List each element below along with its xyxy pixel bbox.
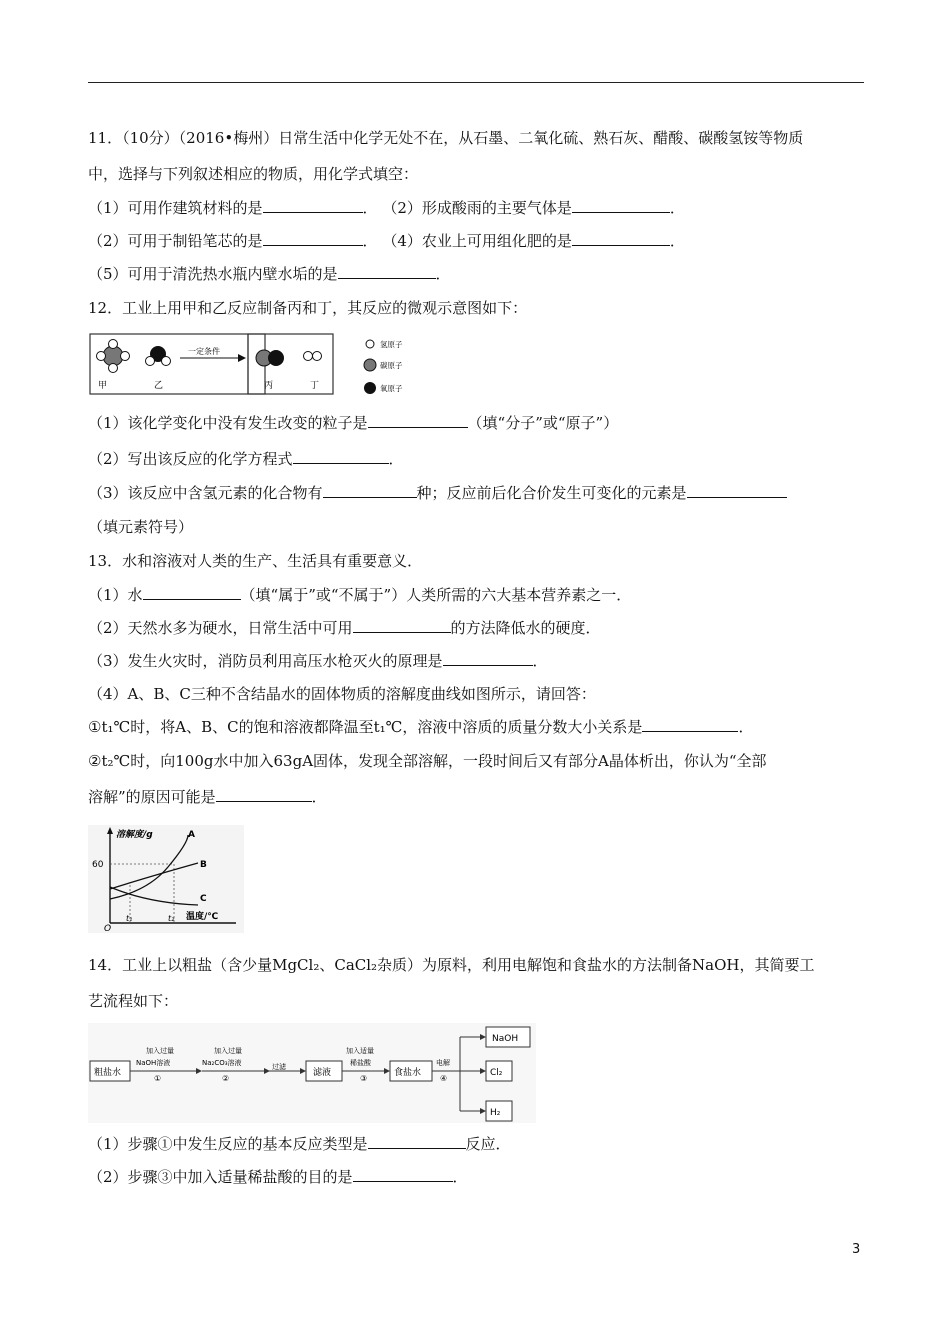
answer-blank[interactable] bbox=[443, 651, 533, 666]
solubility-chart bbox=[88, 825, 244, 933]
origin-label: O bbox=[104, 924, 112, 933]
answer-blank[interactable] bbox=[143, 585, 241, 600]
answer-blank[interactable] bbox=[572, 198, 670, 213]
legend-carbon: 碳原子 bbox=[380, 361, 403, 370]
label-jia: 甲 bbox=[98, 381, 108, 391]
answer-blank[interactable] bbox=[642, 717, 738, 732]
q13-stem: 13．水和溶液对人类的生产、生活具有重要意义． bbox=[88, 552, 423, 570]
curve-a-label: A bbox=[188, 830, 195, 840]
step1-reagent: NaOH溶液 bbox=[136, 1059, 171, 1067]
q13-part2: （2）天然水多为硬水，日常生活中可用 bbox=[88, 619, 353, 637]
q14-part1b: 反应． bbox=[465, 1135, 511, 1153]
answer-blank[interactable] bbox=[687, 483, 787, 498]
q13-part1b: （填“属于”或“不属于”）人类所需的六大基本营养素之一． bbox=[240, 586, 632, 604]
step4-top: 电解 bbox=[436, 1059, 450, 1067]
label-bing: 丙 bbox=[264, 381, 274, 391]
legend-oxygen: 氧原子 bbox=[380, 384, 403, 393]
q12-row4: （填元素符号） bbox=[88, 518, 194, 536]
x-axis-label: 温度/℃ bbox=[186, 912, 219, 922]
q11-stem-line1: 11．（10分）（2016•梅州）日常生活中化学无处不在，从石墨、二氧化硫、熟石灰、醋酸、碳酸氢铵等物质 bbox=[88, 129, 804, 147]
q11-row2 bbox=[88, 231, 685, 251]
answer-blank[interactable] bbox=[353, 618, 451, 633]
q12-part1-hint: （填“分子”或“原子”） bbox=[467, 414, 619, 432]
q13-row4: （4）A、B、C三种不含结晶水的固体物质的溶解度曲线如图所示，请回答： bbox=[88, 685, 596, 703]
curve-c-label: C bbox=[200, 894, 207, 904]
q12-row3 bbox=[88, 483, 787, 503]
legend-hydrogen: 氢原子 bbox=[380, 340, 403, 349]
q11-part2: （2）形成酸雨的主要气体是 bbox=[382, 199, 572, 217]
step1-number: ① bbox=[154, 1074, 162, 1083]
answer-blank[interactable] bbox=[353, 1167, 453, 1182]
y-axis-label: 溶解度/g bbox=[116, 830, 153, 840]
q11-part1: （1）可用作建筑材料的是 bbox=[88, 199, 263, 217]
q13-row1 bbox=[88, 585, 631, 605]
q11-row3 bbox=[88, 264, 451, 284]
q13-sub2b: 溶解”的原因可能是 bbox=[88, 788, 216, 806]
flow-raw: 粗盐水 bbox=[94, 1068, 122, 1078]
tick-t1: t₁ bbox=[126, 914, 133, 923]
q13-row3 bbox=[88, 651, 548, 671]
q13-sub2-cont bbox=[88, 787, 327, 807]
q12-row1 bbox=[88, 413, 618, 433]
q12-part1: （1）该化学变化中没有发生改变的粒子是 bbox=[88, 414, 368, 432]
q13-sub1-text: ①t₁℃时，将A、B、C的饱和溶液都降温至t₁℃，溶液中溶质的质量分数大小关系是 bbox=[88, 718, 643, 736]
q14-row1 bbox=[88, 1134, 511, 1154]
process-flow-diagram bbox=[88, 1023, 536, 1123]
period: ． bbox=[452, 1168, 468, 1186]
period: ． bbox=[388, 450, 404, 468]
carbon-legend-icon bbox=[364, 359, 376, 371]
step3-number: ③ bbox=[360, 1074, 368, 1083]
page-number: 3 bbox=[852, 1242, 861, 1257]
period: ． bbox=[435, 265, 451, 283]
arrow-condition: 一定条件 bbox=[188, 347, 220, 356]
period: ． bbox=[669, 232, 685, 250]
header-rule bbox=[88, 82, 864, 83]
q12-part3b: 种；反应前后化合价发生可变化的元素是 bbox=[416, 484, 687, 502]
answer-blank[interactable] bbox=[216, 787, 312, 802]
q14-stem-line1: 14．工业上以粗盐（含少量MgCl₂、CaCl₂杂质）为原料，利用电解饱和食盐水的方法制备NaOH，其简要工 bbox=[88, 956, 815, 974]
answer-blank[interactable] bbox=[263, 231, 363, 246]
period: ． bbox=[738, 718, 754, 736]
answer-blank[interactable] bbox=[572, 231, 670, 246]
q11-part3: （2）可用于制铅笔芯的是 bbox=[88, 232, 263, 250]
q13-sub2: ②t₂℃时，向100g水中加入63gA固体，发现全部溶解，一段时间后又有部分A晶体析出，你认为“全部 bbox=[88, 752, 767, 770]
q14-stem-line2: 艺流程如下： bbox=[88, 992, 179, 1010]
answer-blank[interactable] bbox=[323, 483, 417, 498]
reaction-diagram bbox=[88, 330, 428, 400]
q12-stem: 12．工业上用甲和乙反应制备丙和丁，其反应的微观示意图如下： bbox=[88, 299, 528, 317]
flow-filtrate: 滤液 bbox=[313, 1068, 332, 1078]
q11-part5: （5）可用于清洗热水瓶内壁水垢的是 bbox=[88, 265, 338, 283]
q14-part1: （1）步骤①中发生反应的基本反应类型是 bbox=[88, 1135, 368, 1153]
answer-blank[interactable] bbox=[263, 198, 363, 213]
q11-row1 bbox=[88, 198, 685, 218]
output-h2: H₂ bbox=[490, 1108, 501, 1118]
step4-number: ④ bbox=[440, 1074, 448, 1083]
q13-row2 bbox=[88, 618, 601, 638]
label-ding: 丁 bbox=[310, 381, 320, 391]
output-cl2: Cl₂ bbox=[490, 1068, 503, 1078]
q14-row2 bbox=[88, 1167, 468, 1187]
step3-top: 加入适量 bbox=[346, 1047, 374, 1055]
period: ． bbox=[362, 232, 378, 250]
q12-row2 bbox=[88, 449, 404, 469]
q13-sub1 bbox=[88, 717, 753, 737]
period: ． bbox=[362, 199, 378, 217]
step2-number: ② bbox=[222, 1074, 230, 1083]
step1-top: 加入过量 bbox=[146, 1047, 174, 1055]
answer-blank[interactable] bbox=[293, 449, 389, 464]
period: ． bbox=[532, 652, 548, 670]
hydrogen-legend-icon bbox=[366, 340, 374, 348]
q11-stem-line2: 中，选择与下列叙述相应的物质，用化学式填空： bbox=[88, 165, 419, 183]
q13-part3: （3）发生火灾时，消防员利用高压水枪灭火的原理是 bbox=[88, 652, 443, 670]
output-naoh: NaOH bbox=[492, 1034, 519, 1044]
curve-b-label: B bbox=[200, 860, 207, 870]
period: ． bbox=[311, 788, 327, 806]
label-yi: 乙 bbox=[154, 381, 164, 391]
answer-blank[interactable] bbox=[338, 264, 436, 279]
step2-reagent: Na₂CO₃溶液 bbox=[202, 1059, 242, 1067]
tick-t2: t₂ bbox=[168, 914, 175, 923]
q12-part2: （2）写出该反应的化学方程式 bbox=[88, 450, 293, 468]
q13-part1: （1）水 bbox=[88, 586, 143, 604]
q11-part4: （4）农业上可用组化肥的是 bbox=[382, 232, 572, 250]
step2-top: 加入过量 bbox=[214, 1047, 242, 1055]
answer-blank[interactable] bbox=[368, 413, 468, 428]
flow-brine: 食盐水 bbox=[394, 1068, 422, 1078]
q13-part2b: 的方法降低水的硬度． bbox=[450, 619, 601, 637]
step3-reagent: 稀盐酸 bbox=[350, 1059, 371, 1067]
q12-part3: （3）该反应中含氢元素的化合物有 bbox=[88, 484, 323, 502]
period: ． bbox=[669, 199, 685, 217]
y-tick-60: 60 bbox=[92, 860, 104, 870]
q14-part2: （2）步骤③中加入适量稀盐酸的目的是 bbox=[88, 1168, 353, 1186]
filter-label: 过滤 bbox=[272, 1063, 286, 1071]
oxygen-legend-icon bbox=[364, 382, 376, 394]
answer-blank[interactable] bbox=[368, 1134, 466, 1149]
